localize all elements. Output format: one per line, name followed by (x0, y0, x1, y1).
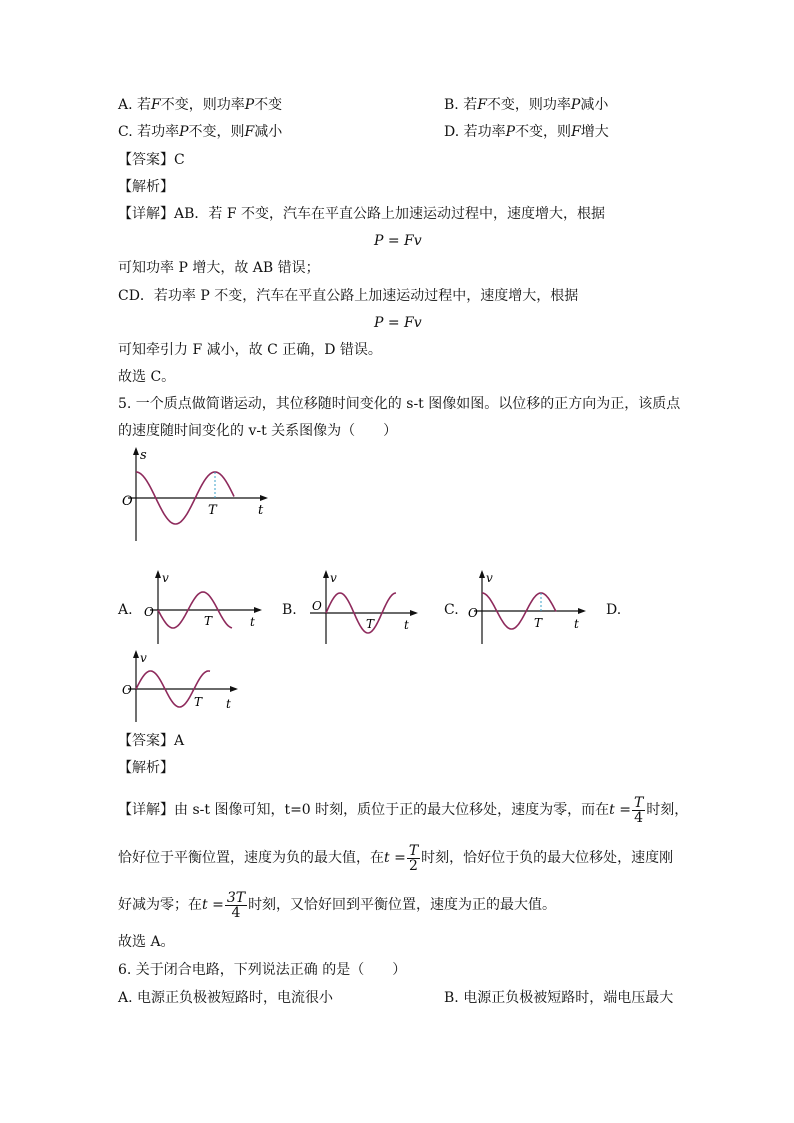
q5-detail-line1: 【详解】由 s-t 图像可知，t=0 时刻，质位于正的最大位移处，速度为零，而在t = $\frac{T}{4}$ 时刻， (118, 794, 689, 826)
q5-stem-line1: 5. 一个质点做简谐运动，其位移随时间变化的 s-t 图像如图。以位移的正方向为正，该质点 (118, 396, 681, 412)
q4-option-a: A. 若F不变，则功率P不变 (118, 97, 283, 113)
q5-option-d-graph (118, 648, 248, 726)
q4-option-c: C. 若功率P不变，则F减小 (118, 124, 283, 140)
q4-detail-line2: 可知功率 P 增大，故 AB 错误； (118, 260, 320, 276)
q6-stem: 6. 关于闭合电路，下列说法正确 的是（ ） (118, 962, 407, 978)
q5-analysis-heading: 【解析】 (118, 760, 174, 776)
period-label: T (208, 503, 217, 518)
x-axis-arrow (260, 495, 268, 501)
q5-detail-line3: 好减为零；在t = $\frac{3T}{4}$ 时刻，又恰好回到平衡位置，速度为正的最大值。 (118, 889, 557, 921)
origin-label: O (312, 599, 322, 613)
q4-option-b: B. 若F不变，则功率P减小 (444, 97, 609, 113)
q5-option-b-graph (300, 568, 430, 648)
q4-answer: 【答案】C (118, 152, 185, 168)
q5-conclusion: 故选 A。 (118, 934, 175, 950)
y-label: v (140, 651, 147, 665)
q6-option-b: B. 电源正负极被短路时，端电压最大 (444, 990, 674, 1006)
x-label: t (226, 697, 231, 711)
fraction-t-over-2: $\frac{T}{2}$ (408, 842, 419, 874)
q5-answer: 【答案】A (118, 733, 185, 749)
q4-conclusion: 故选 C。 (118, 369, 176, 385)
origin-label: O (122, 683, 132, 697)
period-label: T (366, 617, 375, 631)
q5-option-a-label: A. (118, 602, 133, 618)
origin-label: O (144, 605, 154, 619)
y-label: s (140, 448, 147, 463)
y-label: v (162, 571, 169, 585)
y-label: v (486, 571, 493, 585)
q4-formula-2: P = Fv (374, 315, 422, 331)
y-axis-arrow (133, 447, 139, 455)
y-label: v (330, 571, 337, 585)
q4-analysis-heading: 【解析】 (118, 179, 174, 195)
q4-detail-line1: 【详解】AB．若 F 不变，汽车在平直公路上加速运动过程中，速度增大，根据 (118, 206, 606, 222)
origin-label: O (468, 606, 478, 620)
q4-option-d: D. 若功率P不变，则F增大 (444, 124, 609, 140)
q5-option-a-graph (140, 568, 270, 648)
x-label: t (258, 503, 264, 518)
q4-formula-1: P = Fv (374, 233, 422, 249)
q5-detail-line2: 恰好位于平衡位置，速度为负的最大值，在t = $\frac{T}{2}$ 时刻，恰好位于负的最大位移处，速度刚 (118, 842, 674, 874)
q6-option-a: A. 电源正负极被短路时，电流很小 (118, 990, 334, 1006)
x-label: t (574, 617, 579, 631)
fraction-3t-over-4: $\frac{3T}{4}$ (226, 889, 246, 921)
period-label: T (194, 695, 203, 709)
q5-option-c-label: C. (444, 602, 459, 618)
period-label: T (534, 616, 543, 630)
q5-option-c-graph (464, 568, 594, 648)
q5-main-graph (118, 445, 278, 545)
x-label: t (250, 615, 255, 629)
period-label: T (204, 614, 213, 628)
q5-option-d-label: D. (606, 602, 622, 618)
q5-stem-line2: 的速度随时间变化的 v-t 关系图像为（ ） (118, 423, 398, 439)
fraction-t-over-4: $\frac{T}{4}$ (633, 794, 644, 826)
q4-detail-line4: 可知牵引力 F 减小，故 C 正确，D 错误。 (118, 342, 382, 358)
origin-label: O (122, 494, 133, 509)
q4-detail-line3: CD．若功率 P 不变，汽车在平直公路上加速运动过程中，速度增大，根据 (118, 288, 579, 304)
q5-option-b-label: B. (282, 602, 297, 618)
x-label: t (404, 618, 409, 632)
